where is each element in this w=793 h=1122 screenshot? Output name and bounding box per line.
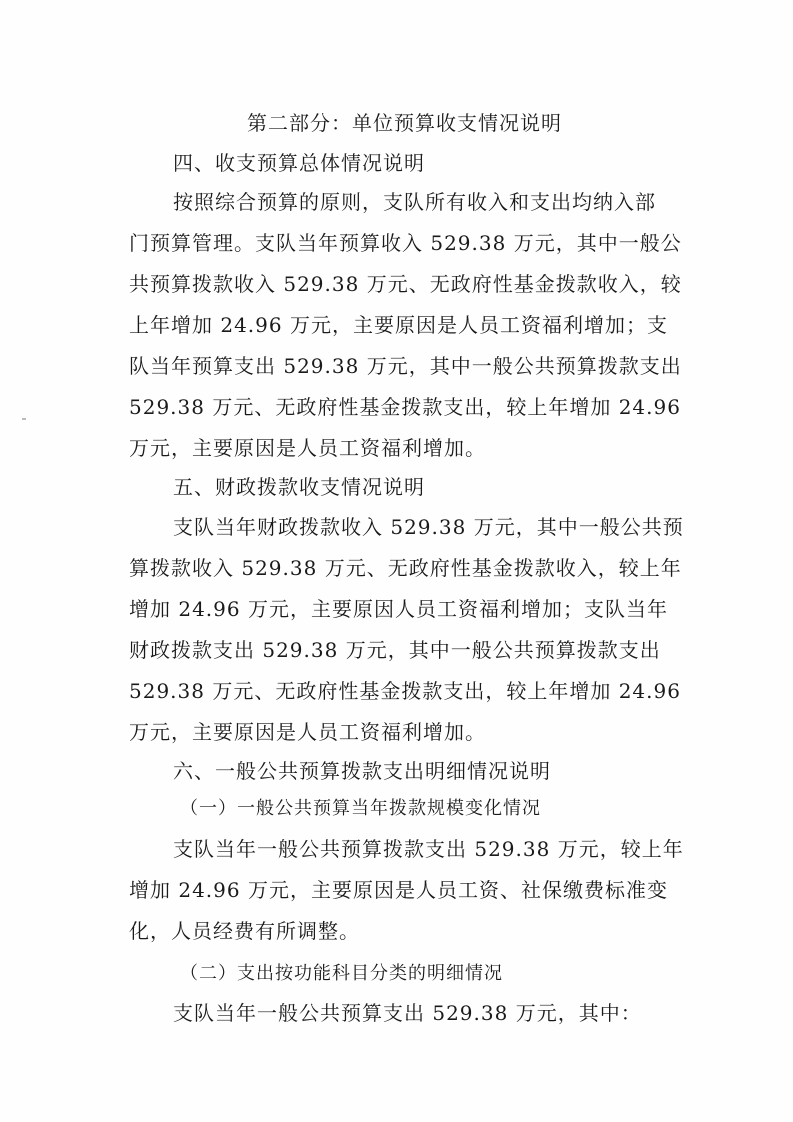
paragraph-line: 增加 24.96 万元，主要原因人员工资福利增加；支队当年 <box>129 597 668 621</box>
subsection-1-heading: （一）一般公共预算当年拨款规模变化情况 <box>180 798 541 819</box>
paragraph-line: 529.38 万元、无政府性基金拨款支出，较上年增加 24.96 <box>129 395 681 419</box>
subsection-2-heading: （二）支出按功能科目分类的明细情况 <box>180 963 503 984</box>
page-title: 第二部分：单位预算收支情况说明 <box>247 111 562 135</box>
paragraph-line: 支队当年一般公共预算拨款支出 529.38 万元，较上年 <box>173 837 684 861</box>
paragraph-line: 529.38 万元、无政府性基金拨款支出，较上年增加 24.96 <box>129 679 681 703</box>
section-4-heading: 四、收支预算总体情况说明 <box>173 151 425 175</box>
paragraph-line: 万元，主要原因是人员工资福利增加。 <box>129 720 486 744</box>
paragraph-line: 队当年预算支出 529.38 万元，其中一般公共预算拨款支出 <box>129 354 682 378</box>
paragraph-line: 支队当年财政拨款收入 529.38 万元，其中一般公共预 <box>173 515 684 539</box>
paragraph-line: 增加 24.96 万元，主要原因是人员工资、社保缴费标准变 <box>129 878 668 902</box>
paragraph-line: 支队当年一般公共预算支出 529.38 万元，其中： <box>173 1001 642 1025</box>
paragraph-line: 门预算管理。支队当年预算收入 529.38 万元，其中一般公 <box>129 231 682 255</box>
section-5-heading: 五、财政拨款收支情况说明 <box>173 475 425 499</box>
paragraph-line: 算拨款收入 529.38 万元、无政府性基金拨款收入，较上年 <box>129 556 682 580</box>
paragraph-line: 按照综合预算的原则，支队所有收入和支出均纳入部 <box>173 190 656 214</box>
paragraph-line: 共预算拨款收入 529.38 万元、无政府性基金拨款收入，较 <box>129 272 682 296</box>
paragraph-line: 万元，主要原因是人员工资福利增加。 <box>129 436 486 460</box>
paragraph-line: 化，人员经费有所调整。 <box>129 919 360 943</box>
paragraph-line: 上年增加 24.96 万元，主要原因是人员工资福利增加；支 <box>129 313 668 337</box>
scan-artifact <box>22 418 26 420</box>
section-6-heading: 六、一般公共预算拨款支出明细情况说明 <box>173 759 551 783</box>
paragraph-line: 财政拨款支出 529.38 万元，其中一般公共预算拨款支出 <box>129 638 661 662</box>
